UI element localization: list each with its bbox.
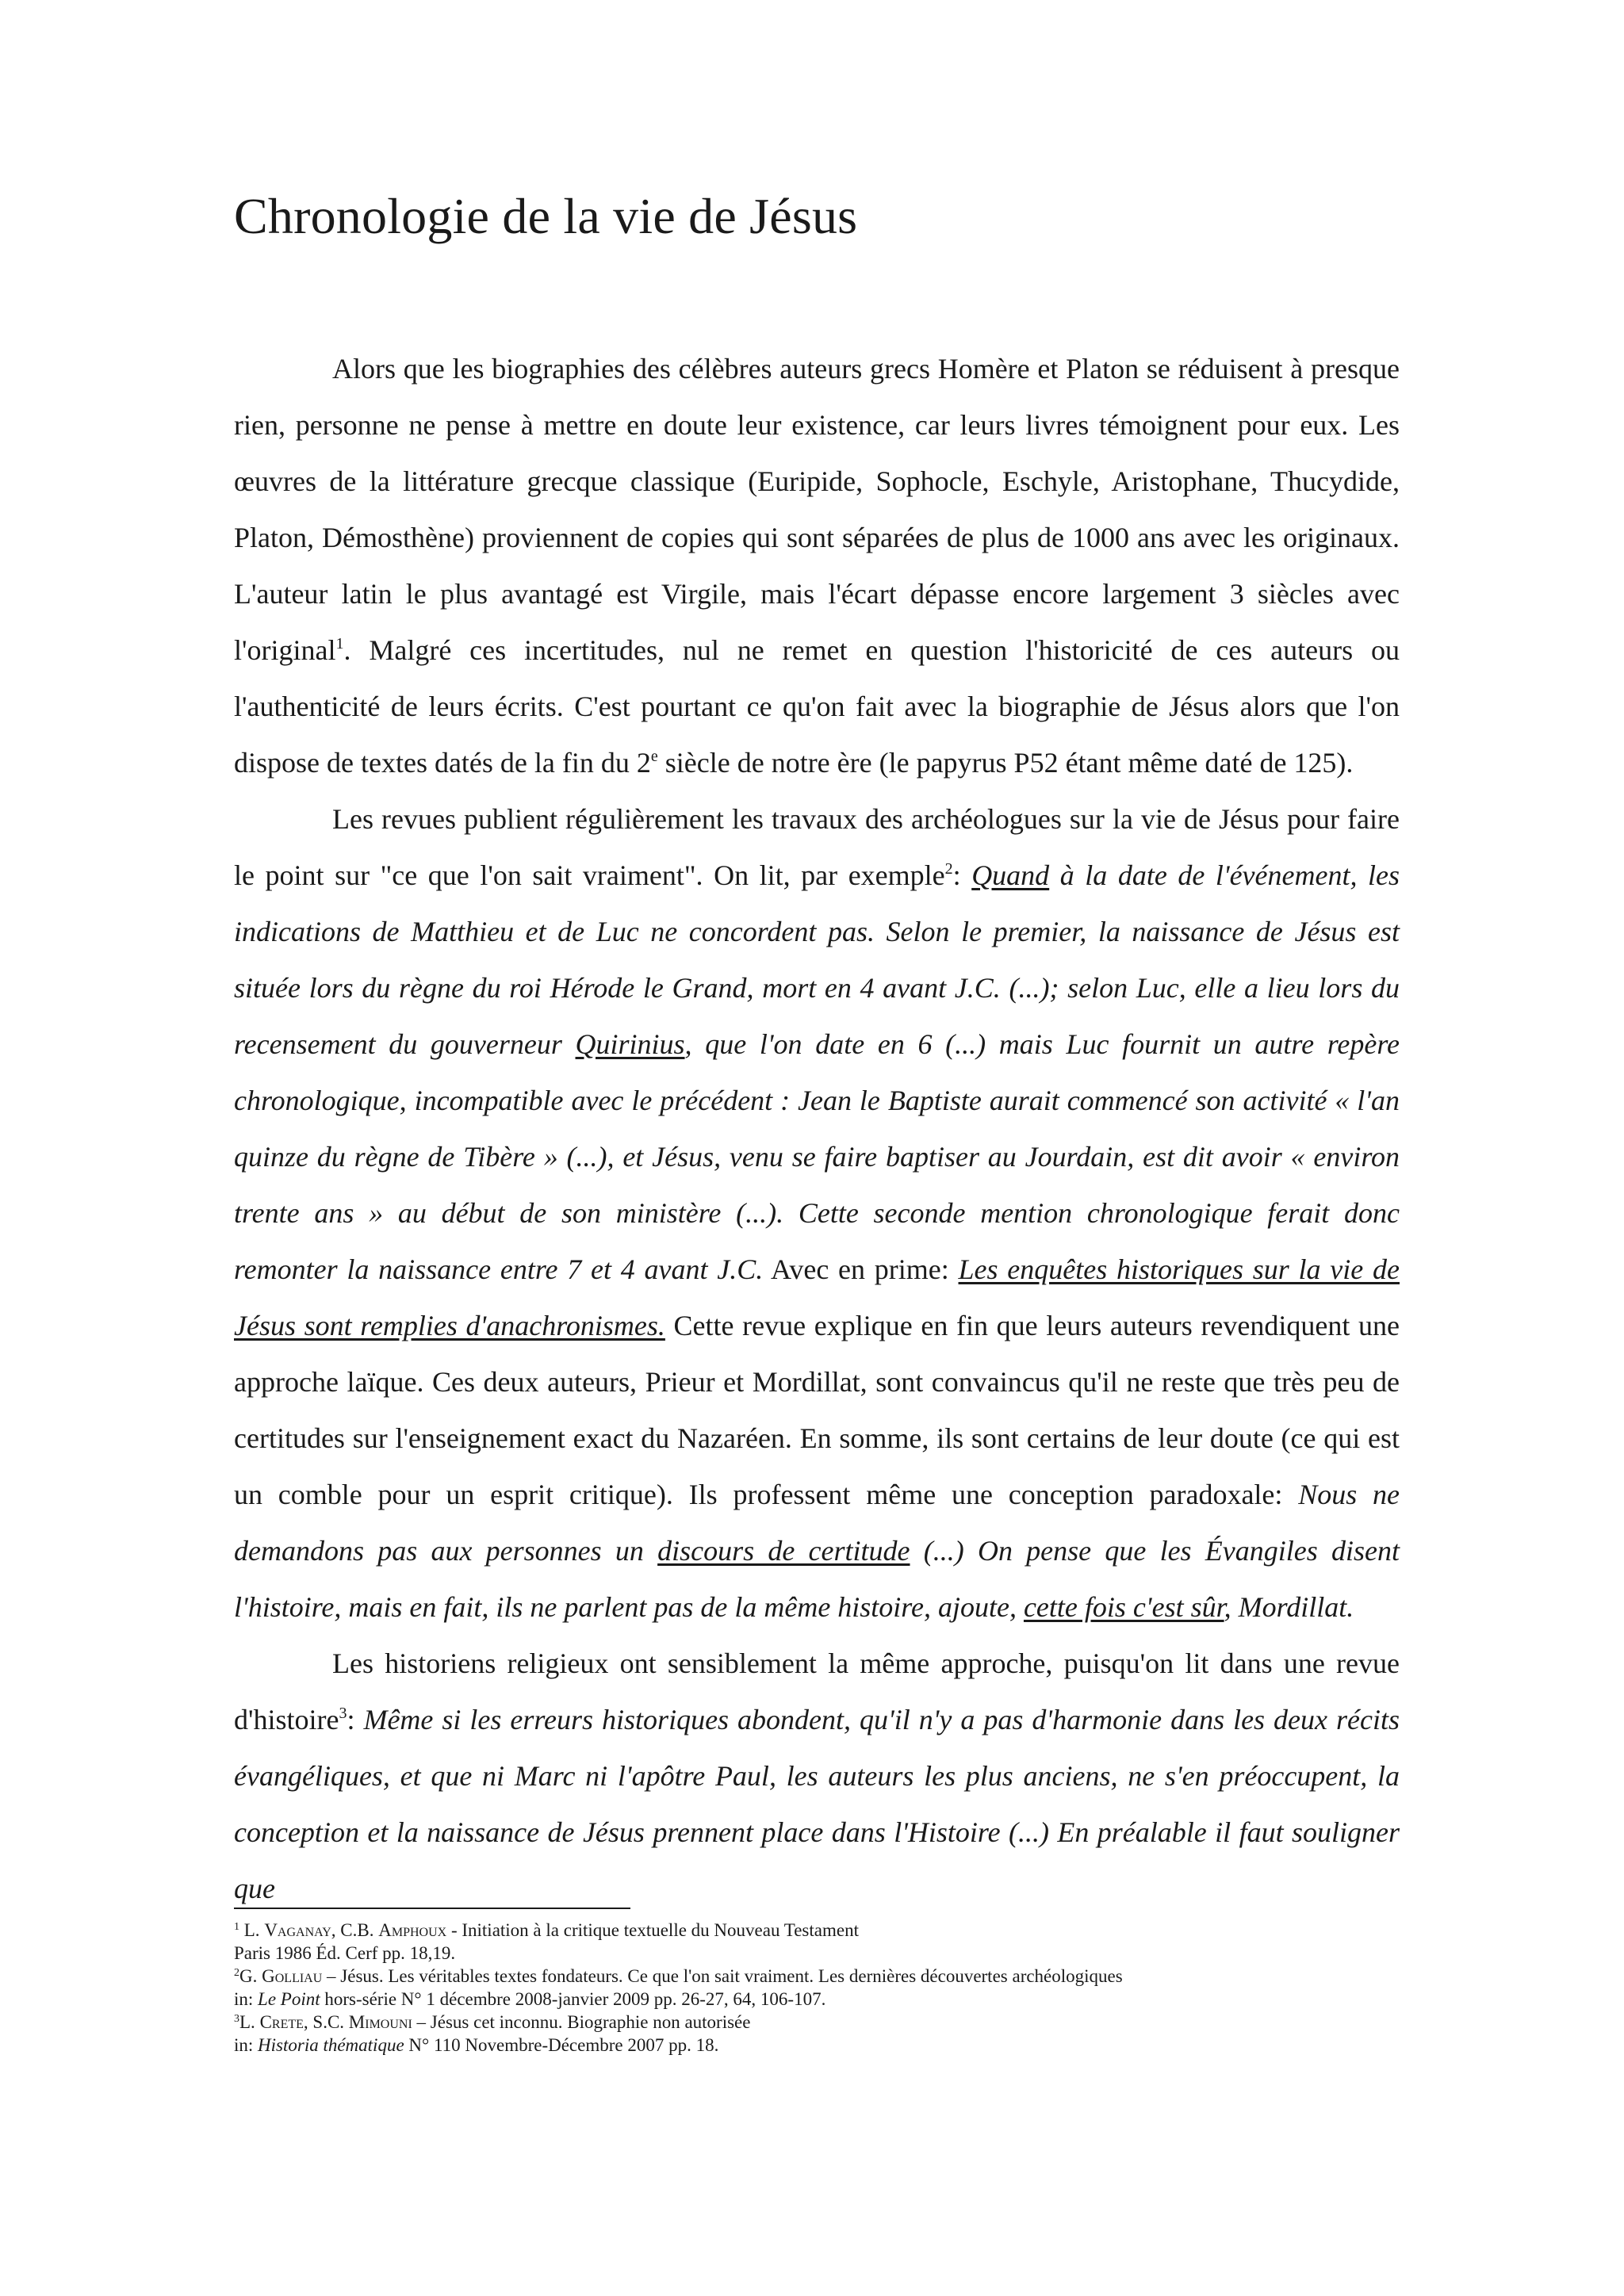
footnote-ref-3: 3 <box>339 1705 347 1722</box>
footnote-1: $^1$ L. Vaganay, C.B. Amphoux - Initiation à la critique textuelle du Nouveau Testament Paris 1986 Éd. Cerf pp. 18,19. <box>234 1920 859 1963</box>
footnote-ref-1: 1 <box>335 635 344 652</box>
footnote-3: $^3$L. Crete, S.C. Mimouni – Jésus cet inconnu. Biographie non autorisée in: Historia thématique N° 110 Novembre-Décembre 2007 pp. 18. <box>234 2012 751 2055</box>
quote-2: Les enquêtes historiques sur la vie de Jésus sont remplies d'anachronismes. <box>234 1253 1400 1341</box>
footnote-2: $^2$G. Golliau – Jésus. Les véritables textes fondateurs. Ce que l'on sait vraiment. Les dernières découvertes archéologiques in: Le Point hors-série N° 1 décembre 2008-janvier 2009 pp. 26-27, 64, 106-107. <box>234 1966 1123 2009</box>
paragraph-1: Alors que les biographies des célèbres auteurs grecs Homère et Platon se réduisent à presque rien, personne ne pense à mettre en doute leur existence, car leurs livres témoignent pour eux. Les œuvres de la littérature grecque classique (Euripide, Sophocle, Eschyle, Aristophane, Thucydide, Platon, Démosthène) proviennent de copies qui sont séparées de plus de 1000 ans avec les originaux. L'auteur latin le plus avantagé est Virgile, mais l'écart dépasse encore largement 3 siècles avec l'original$^1$. Malgré ces incertitudes, nul ne remet en question l'historicité de ces auteurs ou l'authenticité de leurs écrits. C'est pourtant ce qu'on fait avec la biographie de Jésus alors que l'on dispose de textes datés de la fin du 2e siècle de notre ère (le papyrus P52 étant même daté de 125). <box>234 353 1400 779</box>
quote-4: Même si les erreurs historiques abondent, qu'il n'y a pas d'harmonie dans les deux récits évangéliques, et que ni Marc ni l'apôtre Paul, les auteurs les plus anciens, ne s'en préoccupent, la conception et la naissance de Jésus prennent place dans l'Histoire (...) En préalable il faut souligner que <box>234 1704 1400 1904</box>
paragraph-3: Les historiens religieux ont sensiblement la même approche, puisqu'on lit dans une revue d'histoire$^3$: Même si les erreurs historiques abondent, qu'il n'y a pas d'harmonie dans les deux récits évangéliques, et que ni Marc ni l'apôtre Paul, les auteurs les plus anciens, ne s'en préoccupent, la conception et la naissance de Jésus prennent place dans l'Histoire (...) En préalable il faut souligner que <box>234 1647 1400 1904</box>
superscript-e: e <box>650 748 658 765</box>
quote-3: Nous ne demandons pas aux personnes un discours de certitude (...) On pense que les Évangiles disent l'histoire, mais en fait, ils ne parlent pas de la même histoire, ajoute, cette fois c'est sûr, Mordillat. <box>234 1479 1400 1623</box>
footnote-ref-2: 2 <box>944 860 953 878</box>
page-title: Chronologie de la vie de Jésus <box>234 188 858 244</box>
footnotes <box>234 1908 1423 2057</box>
paragraph-2: Les revues publient régulièrement les travaux des archéologues sur la vie de Jésus pour faire le point sur "ce que l'on sait vraiment". On lit, par exemple$^2$: Quand à la date de l'événement, les indications de Matthieu et de Luc ne concordent pas. Selon le premier, la naissance de Jésus est située lors du règne du roi Hérode le Grand, mort en 4 avant J.C. (...); selon Luc, elle a lieu lors du recensement du gouverneur Quirinius, que l'on date en 6 (...) mais Luc fournit un autre repère chronologique, incompatible avec le précédent : Jean le Baptiste aurait commencé son activité « l'an quinze du règne de Tibère » (...), et Jésus, venu se faire baptiser au Jourdain, est dit avoir « environ trente ans » au début de son ministère (...). Cette seconde mention chronologique ferait donc remonter la naissance entre 7 et 4 avant J.C. Avec en prime: Les enquêtes historiques sur la vie de Jésus sont remplies d'anachronismes. Cette revue explique en fin que leurs auteurs revendiquent une approche laïque. Ces deux auteurs, Prieur et Mordillat, sont convaincus qu'il ne reste que très peu de certitudes sur l'enseignement exact du Nazaréen. En somme, ils sont certains de leur doute (ce qui est un comble pour un esprit critique). Ils professent même une conception paradoxale: Nous ne demandons pas aux personnes un discours de certitude (...) On pense que les Évangiles disent l'histoire, mais en fait, ils ne parlent pas de la même histoire, ajoute, cette fois c'est sûr, Mordillat. <box>234 803 1400 1623</box>
footnote-divider <box>234 1908 630 1909</box>
quote-1: Quand à la date de l'événement, les indications de Matthieu et de Luc ne concordent pas. Selon le premier, la naissance de Jésus est située lors du règne du roi Hérode le Grand, mort en 4 avant J.C. (...); selon Luc, elle a lieu lors du recensement du gouverneur Quirinius, que l'on date en 6 (...) mais Luc fournit un autre repère chronologique, incompatible avec le précédent : Jean le Baptiste aurait commencé son activité « l'an quinze du règne de Tibère » (...), et Jésus, venu se faire baptiser au Jourdain, est dit avoir « environ trente ans » au début de son ministère (...). Cette seconde mention chronologique ferait donc remonter la naissance entre 7 et 4 avant J.C. <box>234 859 1400 1285</box>
body-text <box>234 341 1400 1917</box>
